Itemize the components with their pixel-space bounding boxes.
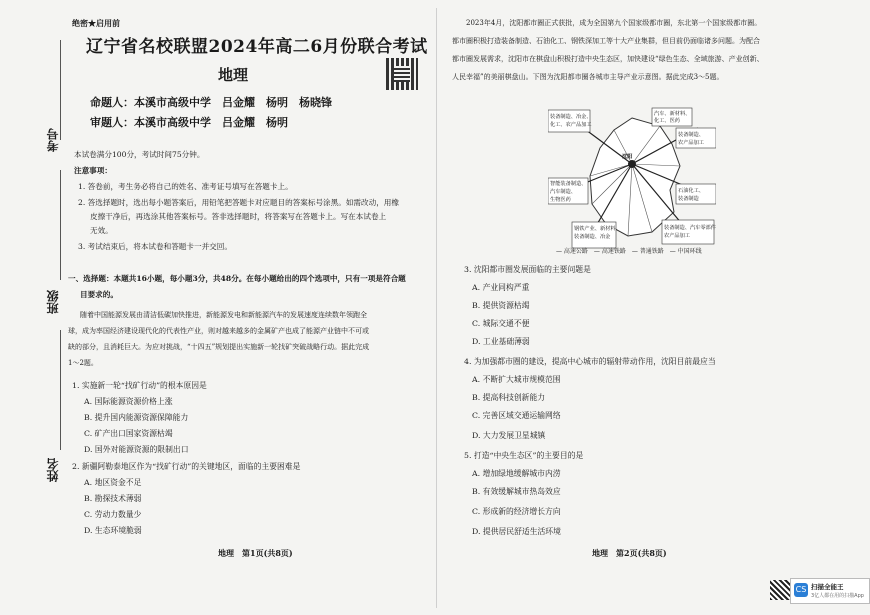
binding-line-bottom [60,330,61,450]
reviewer-line: 审题人：本溪市高级中学 吕金耀 杨明 [90,116,288,129]
note-1: 1. 答卷前，考生务必将自己的姓名、准考证号填写在答题卡上。 [78,182,293,191]
q3-option-d: D. 工业基础薄弱 [472,337,530,346]
q3-stem: 3. 沈阳都市圈发展面临的主要问题是 [464,265,591,274]
name-label: 姓名 [46,458,60,482]
map-graphic [548,104,716,254]
note-3: 3. 考试结束后，将本试卷和答题卡一并交回。 [78,242,232,251]
subject-title: 地理 [218,66,249,84]
q1-option-c: C. 矿产出口国家资源枯竭 [84,429,173,438]
passage-line-1: 随着中国能源发展由清洁低碳加快推进，新能源发电和新能源汽车的发展速度连续数年领跑全 [80,311,367,319]
map-label-15: 农产品加工 [664,233,690,239]
q1-option-b: B. 提升国内能源资源保障能力 [84,413,189,422]
scanner-brand: 扫描全能王 [811,583,844,591]
left-page [68,0,428,615]
right-passage-3: 都市圈发展需求，沈阳市在棋盘山积极打造中央生态区，加快建设“绿色生态、全域旅游、产业创新、 [452,55,764,63]
q5-option-d: D. 提供居民舒适生活环境 [472,527,561,536]
passage-line-3: 缺的部分，且消耗巨大。为应对挑战，“十四五”规划提出实施新一轮找矿突破战略行动。据此完成 [68,343,370,351]
author-line: 命题人：本溪市高级中学 吕金耀 杨明 杨晓锋 [90,96,332,109]
q4-option-d: D. 大力发展卫星城镇 [472,431,546,440]
right-passage-1: 2023年4月，沈阳都市圈正式获批，成为全国第九个国家级都市圈，东北第一个国家级都市圈。 [466,19,762,27]
right-passage-2: 都市圈积极打造装备制造、石油化工、钢铁深加工等十大产业集群，但目前仍面临诸多问题。为配合 [452,37,760,45]
map-label-shenyang: 沈阳 [622,154,633,160]
q5-option-a: A. 增加绿地缓解城市内涝 [472,469,561,478]
scanner-watermark [790,578,870,604]
map-label-9: 智能装备制造、 [550,181,587,187]
map-label-8: 装备制造 [678,196,699,202]
scanner-qr-icon [770,580,790,600]
q4-option-b: B. 提高科技创新能力 [472,393,546,402]
map-label-13: 装备制造、冶金 [574,234,611,240]
right-passage-4: 人民幸福”的美丽棋盘山。下图为沈阳都市圈各城市主导产业示意图。据此完成3～5题。 [452,73,724,81]
q4-option-c: C. 完善区域交通运输网络 [472,411,561,420]
q3-option-a: A. 产业同构严重 [472,283,530,292]
right-page [452,0,852,615]
q2-stem: 2. 新疆阿勒泰地区作为“找矿行动”的关键地区，面临的主要困难是 [72,462,301,471]
map-label-4: 化工、医药 [654,118,680,124]
binding-line-mid [60,170,61,280]
q1-option-a: A. 国际能源资源价格上涨 [84,397,173,406]
score-note: 本试卷满分100分，考试时间75分钟。 [74,150,205,159]
binding-line-top [60,40,61,140]
section1-heading-b: 目要求的。 [80,290,118,299]
q5-stem: 5. 打造“中央生态区”的主要目的是 [464,451,584,460]
page-footer-right: 地理 第2页(共8页) [592,548,667,558]
q4-stem: 4. 为加强都市圈的建设，提高中心城市的辐射带动作用，沈阳目前最应当 [464,357,716,366]
q5-option-c: C. 形成新的经济增长方向 [472,507,561,516]
label-box-7 [662,220,714,244]
q3-option-c: C. 城际交通不便 [472,319,530,328]
map-label-1: 装备制造、冶金、 [550,114,592,120]
q5-option-b: B. 有效缓解城市热岛效应 [472,487,561,496]
q2-option-a: A. 地区资金不足 [84,478,142,487]
notes-heading: 注意事项： [74,166,112,175]
exam-title: 辽宁省名校联盟2024年高二6月份联合考试 [86,37,428,57]
map-label-11: 生物医药 [550,197,571,203]
scanner-logo-icon: CS [794,583,808,597]
map-label-10: 汽车制造、 [550,189,576,195]
q1-option-d: D. 国外对能源资源的限制出口 [84,445,189,454]
q4-option-a: A. 不断扩大城市规模范围 [472,375,561,384]
q2-option-d: D. 生态环境脆弱 [84,526,142,535]
exam-number-label: 考号 [46,128,60,152]
passage-line-2: 球，成为率国经济建设现代化的代表性产业，则对越来越多的金属矿产也成了能源产业链中不可或 [68,327,369,335]
map-label-14: 装备制造、汽车零部件 [664,225,716,231]
passage-line-4: 1～2题。 [68,359,98,367]
section1-heading-a: 一、选择题：本题共16小题，每小题3分，共48分。在每小题给出的四个选项中，只有一项是符合题 [68,274,406,283]
page-divider [436,8,437,608]
map-legend: — 高速公路 — 高速铁路 — 普通铁路 — 中国环线 [556,248,702,255]
note-2c: 无效。 [90,226,113,235]
note-2a: 2. 答选择题时，选出每小题答案后，用铅笔把答题卡对应题目的答案标号涂黑。如需改动，用橡 [78,198,399,207]
confidential-tag: 绝密★启用前 [72,18,120,28]
scanner-subtitle: 3亿人都在用的扫描App [811,593,864,599]
q2-option-b: B. 勘探技术薄弱 [84,494,142,503]
map-label-12: 钢铁产业、新材料 [574,226,616,232]
metro-industry-map [548,104,716,254]
q3-option-b: B. 提供资源枯竭 [472,301,530,310]
note-2b: 皮擦干净后，再选涂其他答案标号。答非选择题时，将答案写在答题卡上。写在本试卷上 [90,212,387,221]
class-label: 班级 [46,290,60,314]
map-label-5: 装备制造、 [678,132,704,138]
map-label-6: 农产品加工 [678,140,704,146]
metro-region-outline [590,118,680,236]
map-label-2: 化工、农产品加工 [550,122,592,128]
map-label-7: 石油化工、 [678,188,704,194]
qr-code-icon [386,58,418,90]
q2-option-c: C. 劳动力数量少 [84,510,142,519]
map-label-3: 汽车、新材料、 [654,111,691,117]
page-footer-left: 地理 第1页(共8页) [218,548,293,558]
q1-stem: 1. 实施新一轮“找矿行动”的根本原因是 [72,381,207,390]
